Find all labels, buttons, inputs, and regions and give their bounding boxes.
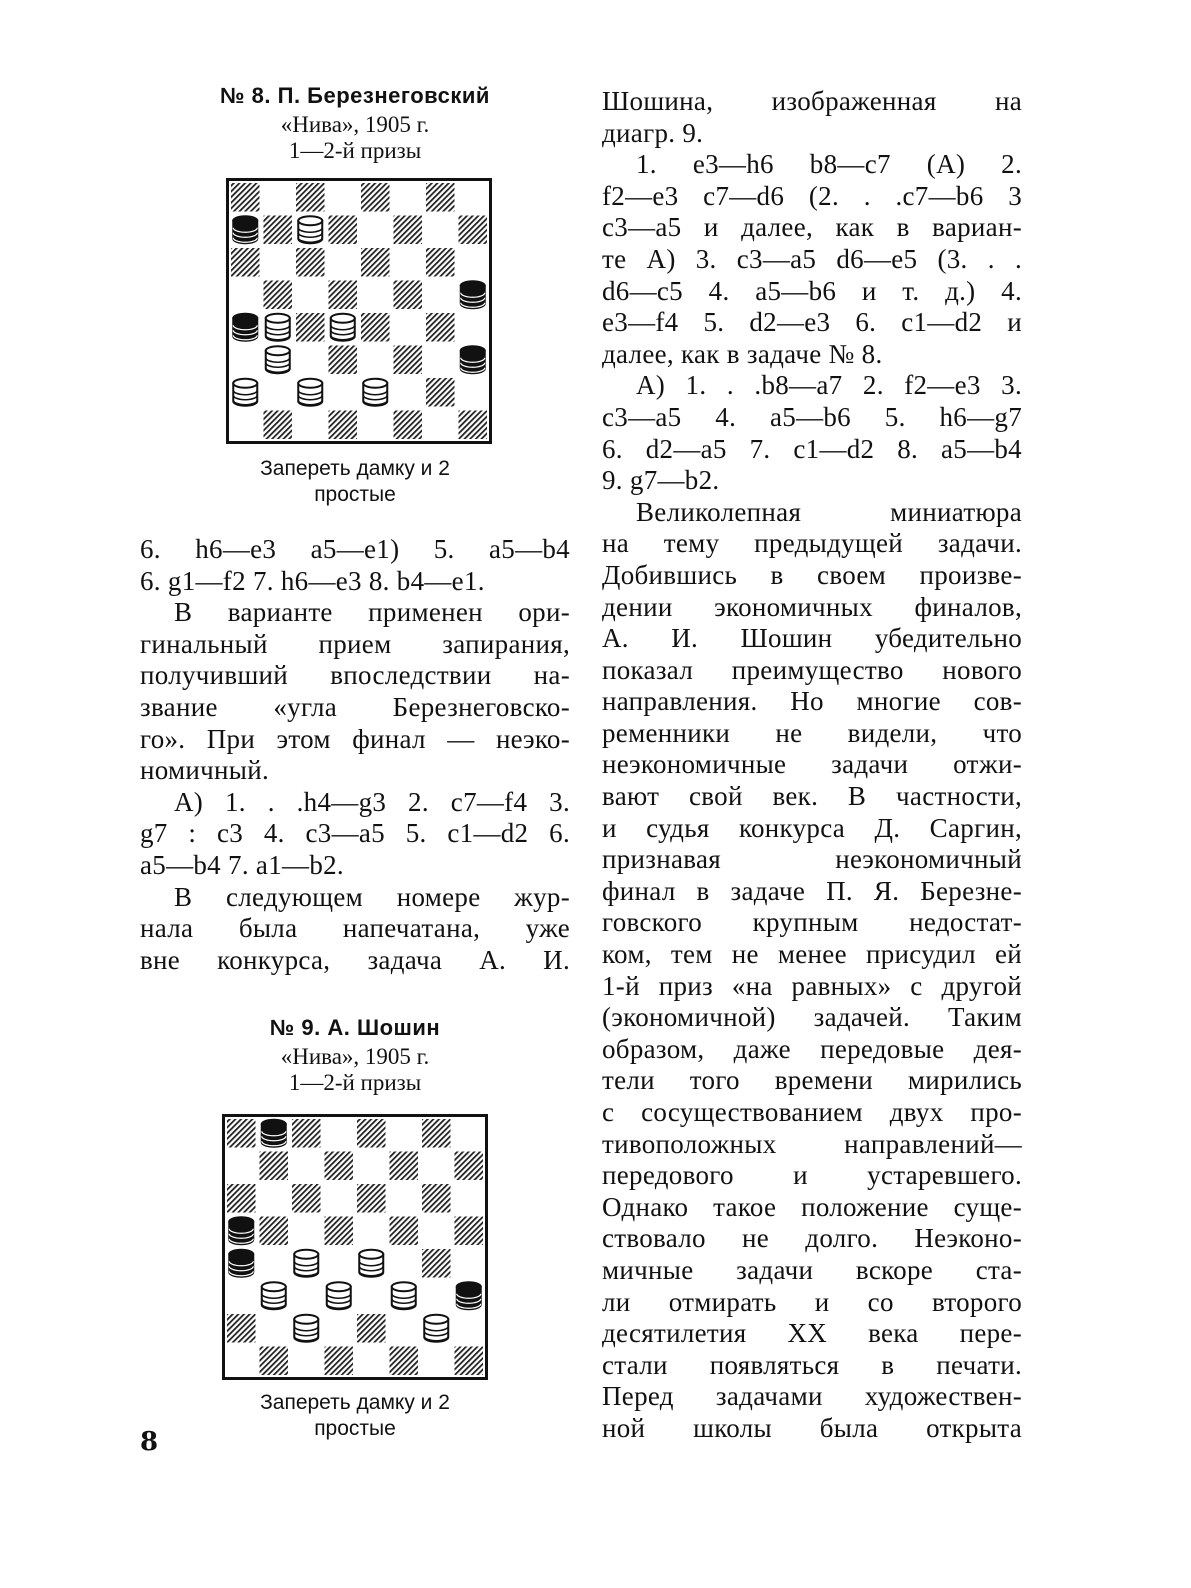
black-checker [259, 1118, 290, 1149]
problem-9-caption-line2: простые [314, 1417, 396, 1441]
right-text-line: Добившись в своем произве- [602, 559, 1022, 590]
problem-8-caption-line2: простые [314, 483, 396, 506]
right-text-line: образом, даже передовые дея- [602, 1033, 1022, 1064]
right-column-text [602, 86, 1022, 1445]
white-checker [295, 215, 326, 246]
problem-9-title: № 9. А. Шошин [269, 1015, 441, 1041]
dark-square [260, 1152, 289, 1181]
problem-8-caption-line1: Запереть дамку и 2 [260, 457, 450, 480]
black-checker [458, 280, 489, 311]
right-text-line: финал в задаче П. Я. Березне- [602, 875, 1022, 906]
white-checker [360, 377, 391, 408]
right-text-line: направления. Но многие сов- [602, 686, 1022, 717]
white-checker [291, 1313, 322, 1344]
right-text-line: ком, тем не менее присудил ей [602, 939, 1022, 970]
dark-square [231, 248, 260, 277]
dark-square [394, 411, 423, 440]
white-checker [328, 312, 359, 343]
dark-square [292, 1184, 321, 1213]
right-text-line: (экономичной) задачей. Таким [602, 1002, 1022, 1033]
page-number: 8 [140, 1427, 159, 1457]
dark-square [296, 248, 325, 277]
problem-9-prize: 1—2-й призы [288, 1070, 422, 1096]
dark-square [329, 411, 358, 440]
right-text-line: десятилетия XX века пере- [602, 1318, 1022, 1349]
right-text-line: Великолепная миниатюра [636, 496, 1022, 527]
left-column [140, 80, 570, 1442]
dark-square [361, 248, 390, 277]
right-text-line: передового и устаревшего. [602, 1160, 1022, 1191]
right-text-line: c3—a5 и далее, как в вариан- [602, 212, 1022, 243]
right-text-line: ствовало не долго. Неэконо- [602, 1223, 1022, 1254]
right-text-line: диагр. 9. [602, 117, 704, 148]
dark-square [264, 216, 293, 245]
dark-square [390, 1152, 419, 1181]
dark-square [264, 281, 293, 310]
right-text-line: e3—f4 5. d2—e3 6. c1—d2 и [602, 307, 1022, 338]
right-text-line: с сосуществованием двух про- [602, 1097, 1022, 1127]
black-checker [454, 1281, 485, 1312]
black-checker [230, 215, 261, 246]
right-text-line: говского крупным недостат- [602, 907, 1022, 938]
right-text-line: ной школы была открыта [602, 1412, 1022, 1443]
right-text-line: 1-й приз «на равных» с другой [602, 970, 1022, 1001]
dark-square [329, 216, 358, 245]
dark-square [394, 216, 423, 245]
dark-square [260, 1347, 289, 1376]
problem-9-caption-line1: Запереть дамку и 2 [260, 1391, 450, 1415]
dark-square [394, 281, 423, 310]
left-text-line: 6. h6—e3 a5—e1) 5. a5—b4 [140, 534, 570, 564]
right-text-line: 6. d2—a5 7. c1—d2 8. a5—b4 [602, 433, 1022, 464]
left-text-line: нала была напечатана, уже [140, 913, 570, 944]
right-text-line: признавая неэкономичный [602, 844, 1022, 875]
problem-8-title: № 8. П. Березнеговский [220, 83, 490, 108]
left-text-line: В следующем номере жур- [174, 881, 570, 912]
problem-8-source: «Нива», 1905 г. [280, 112, 430, 137]
right-text-line: 1. e3—h6 b8—c7 (A) 2. [636, 149, 1022, 180]
white-checker [389, 1281, 420, 1312]
right-text-line: Перед задачами художествен- [602, 1381, 1022, 1412]
dark-square [426, 183, 455, 212]
white-checker [421, 1313, 452, 1344]
dark-square [455, 1152, 484, 1181]
left-text-line: А) 1. . .h4—g3 2. c7—f4 3. [174, 786, 570, 817]
dark-square [361, 183, 390, 212]
dark-square [426, 378, 455, 407]
white-checker [263, 312, 294, 343]
left-body-text [140, 534, 570, 976]
dark-square [357, 1314, 386, 1343]
black-checker [226, 1248, 257, 1279]
problem-9-board-wrap [222, 1114, 488, 1380]
dark-square [394, 346, 423, 375]
right-text-line: дении экономичных финалов, [602, 591, 1022, 622]
right-text-line: те А) 3. c3—a5 d6—e5 (3. . . [602, 243, 1022, 274]
right-text-line: мичные задачи вскоре ста- [602, 1254, 1022, 1285]
dark-square [227, 1314, 256, 1343]
dark-square [390, 1347, 419, 1376]
dark-square [459, 216, 488, 245]
problem-8-header [140, 80, 570, 164]
dark-square [422, 1249, 451, 1278]
dark-square [292, 1119, 321, 1148]
left-text-line: получивший впоследствии на- [140, 660, 570, 691]
dark-square [325, 1152, 354, 1181]
right-text-line: А. И. Шошин убедительно [602, 623, 1022, 654]
white-checker [230, 377, 261, 408]
right-text-line: Однако такое положение суще- [602, 1191, 1022, 1222]
right-text-line: ли отмирать и со второго [602, 1286, 1022, 1317]
black-checker [226, 1216, 257, 1247]
left-text-line: гинальный прием запирания, [140, 628, 570, 659]
dark-square [426, 248, 455, 277]
right-text-line: показал преимущество нового [602, 654, 1022, 685]
dark-square [231, 183, 260, 212]
problem-8-prize: 1—2-й призы [288, 138, 422, 163]
right-text-line: стали появляться в печати. [602, 1349, 1022, 1380]
dark-square [296, 183, 325, 212]
problem-8-caption [140, 456, 570, 508]
dark-square [455, 1347, 484, 1376]
dark-square [422, 1184, 451, 1213]
right-text-line: Шошина, изображенная на [602, 86, 1022, 116]
right-text-line: на тему предыдущей задачи. [602, 528, 1022, 559]
right-text-line: ременники не видели, что [602, 717, 1022, 748]
dark-square [390, 1217, 419, 1246]
left-text-line: g7 : c3 4. c3—a5 5. c1—d2 6. [140, 818, 570, 849]
right-text-line: и судья конкурса Д. Саргин, [602, 812, 1022, 843]
dark-square [357, 1119, 386, 1148]
right-text-line: тивоположных направлений— [602, 1128, 1022, 1159]
dark-square [357, 1184, 386, 1213]
left-text-line: го». При этом финал — неэко- [140, 723, 570, 754]
right-text-line: неэкономичные задачи отжи- [602, 749, 1022, 780]
white-checker [259, 1281, 290, 1312]
right-text-line: f2—e3 c7—d6 (2. . .c7—b6 3 [602, 180, 1022, 211]
problem-8-board-wrap [226, 178, 492, 444]
dark-square [422, 1119, 451, 1148]
problem-9-caption [140, 1390, 570, 1442]
black-checker [230, 312, 261, 343]
problem-9-header [140, 1012, 570, 1096]
right-text-line: c3—a5 4. a5—b6 5. h6—g7 [602, 401, 1022, 432]
white-checker [291, 1248, 322, 1279]
dark-square [361, 313, 390, 342]
left-text-line: a5—b4 7. a1—b2. [140, 849, 344, 880]
left-text-line: звание «угла Березнеговско- [140, 691, 570, 722]
problem-8-board [226, 178, 492, 444]
right-text-line: вают свой век. В частности, [602, 781, 1022, 812]
left-text-line: вне конкурса, задача А. И. [140, 944, 570, 975]
white-checker [356, 1248, 387, 1279]
dark-square [260, 1217, 289, 1246]
right-text-line: 9. g7—b2. [602, 465, 720, 496]
dark-square [329, 346, 358, 375]
right-text-line: d6—c5 4. a5—b6 и т. д.) 4. [602, 275, 1022, 306]
white-checker [324, 1281, 355, 1312]
dark-square [426, 313, 455, 342]
right-text-line: А) 1. . .b8—a7 2. f2—e3 3. [636, 370, 1022, 401]
left-text-line: В варианте применен ори- [174, 597, 570, 628]
white-checker [295, 377, 326, 408]
dark-square [325, 1217, 354, 1246]
left-text-line: номичный. [140, 755, 270, 786]
dark-square [296, 313, 325, 342]
dark-square [455, 1217, 484, 1246]
problem-9-board [222, 1114, 488, 1380]
white-checker [263, 345, 294, 376]
dark-square [264, 411, 293, 440]
dark-square [459, 411, 488, 440]
left-text-line: 6. g1—f2 7. h6—e3 8. b4—e1. [140, 565, 485, 596]
right-text-line: далее, как в задаче № 8. [602, 338, 883, 369]
dark-square [329, 281, 358, 310]
black-checker [458, 345, 489, 376]
dark-square [227, 1119, 256, 1148]
problem-9-source: «Нива», 1905 г. [280, 1044, 430, 1070]
right-text-line: тели того времени мирились [602, 1065, 1022, 1096]
dark-square [227, 1184, 256, 1213]
dark-square [325, 1347, 354, 1376]
